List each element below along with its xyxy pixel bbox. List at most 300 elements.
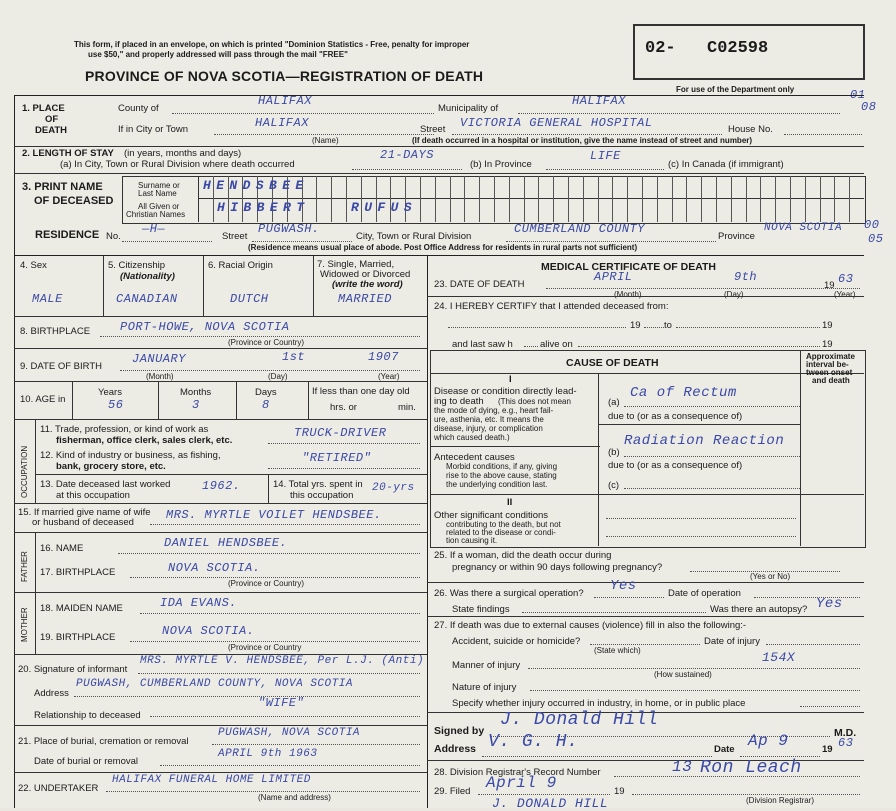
sign-year: 63 [838, 736, 854, 750]
line [740, 756, 820, 757]
yes-no-hint: (Yes or No) [750, 572, 791, 581]
name-grid-divider [849, 176, 850, 222]
line [676, 327, 820, 328]
name-grid-divider [820, 176, 821, 222]
line [506, 241, 716, 242]
county-label: County of [118, 103, 159, 114]
rule [268, 474, 269, 503]
medical-certificate-title: MEDICAL CERTIFICATE OF DEATH [541, 261, 716, 273]
name-grid-divider [834, 176, 835, 222]
place-label-2: OF [45, 114, 59, 125]
father-birthplace-value: NOVA SCOTIA. [168, 561, 261, 575]
sustained-hint: (How sustained) [654, 670, 712, 679]
manner-code: 154X [762, 650, 796, 665]
street-hint: (If death occurred in a hospital or institution, give the name instead of street and number) [412, 136, 753, 145]
name-grid-divider [316, 176, 317, 222]
record-number-label: 28. Division Registrar's Record Number [434, 767, 601, 778]
line [546, 169, 664, 170]
line [352, 169, 462, 170]
line [606, 536, 796, 537]
racial-origin-value: DUTCH [230, 292, 269, 306]
informant-address-label: Address [34, 688, 69, 699]
name-grid-divider [509, 176, 510, 222]
name-grid-divider [376, 176, 377, 222]
alive-on-label: alive on [540, 339, 573, 350]
line [118, 553, 420, 554]
informant-address: PUGWASH, CUMBERLAND COUNTY, NOVA SCOTIA [76, 678, 353, 690]
rule [800, 350, 801, 546]
attended-to-year-prefix: 19 [822, 320, 833, 331]
print-name-label: 3. PRINT NAME [22, 181, 103, 193]
father-side-label: FATHER [20, 551, 29, 582]
residence-no-label: No. [106, 231, 121, 242]
residence-label: RESIDENCE [35, 229, 100, 241]
autopsy-label: Was there an autopsy? [710, 604, 808, 615]
line [528, 668, 860, 669]
street-value: VICTORIA GENERAL HOSPITAL [460, 116, 653, 130]
operation-value: Yes [610, 578, 637, 594]
spouse-label: 15. If married give name of wife [18, 507, 151, 518]
burial-place-label: 21. Place of burial, cremation or removal [18, 736, 189, 747]
name-grid-divider [598, 176, 599, 222]
residence-hint: (Residence means usual place of abode. Post Office Address for residents in rural parts not sufficient) [248, 243, 638, 252]
rule [14, 772, 427, 773]
last-saw-label: and last saw h [452, 339, 513, 350]
line [130, 577, 420, 578]
residence-no-value: —H— [142, 222, 166, 236]
place-label-3: DEATH [35, 125, 68, 136]
city-value: HALIFAX [255, 116, 309, 130]
name-grid-divider [686, 176, 687, 222]
name-grid-divider [583, 176, 584, 222]
violence-label: 27. If death was due to external causes (violence) fill in also the following:- [434, 620, 747, 631]
death-month: APRIL [594, 270, 633, 284]
months-label: Months [180, 387, 212, 398]
rule [14, 348, 427, 349]
total-years-label: 14. Total yrs. spent in [273, 479, 363, 490]
registration-number: C02598 [707, 39, 769, 58]
stay-province-label: (b) In Province [470, 159, 532, 170]
line [524, 346, 538, 347]
disease-label-2: ing to death [434, 396, 484, 407]
approx-interval-label-4: and death [812, 376, 850, 385]
date-of-death-label: 23. DATE OF DEATH [434, 279, 525, 290]
approx-interval-label-2: interval be- [806, 360, 849, 369]
surname-value: HENDSBEE [203, 178, 309, 193]
mother-side-label: MOTHER [20, 607, 29, 642]
cause-a-value: Ca of Rectum [630, 385, 737, 401]
line [268, 468, 420, 469]
line [522, 612, 706, 613]
name-grid-divider [464, 176, 465, 222]
cause-a-label: (a) [608, 397, 620, 408]
length-of-stay-hint: (in years, months and days) [124, 148, 242, 159]
industry-label: 12. Kind of industry or business, as fishing, [40, 450, 221, 461]
rule [14, 173, 864, 174]
rule [430, 446, 600, 447]
physician-address-label: Address [434, 743, 477, 755]
other-conditions-label: Other significant conditions [434, 510, 549, 521]
maiden-name-label: 18. MAIDEN NAME [40, 603, 123, 614]
column-divider [427, 255, 428, 808]
department-code-2: 08 [861, 100, 877, 114]
min-label: min. [398, 402, 416, 413]
total-years-label-2: this occupation [290, 490, 354, 501]
rule [103, 256, 104, 316]
name-grid-divider [701, 176, 702, 222]
burial-place-value: PUGWASH, NOVA SCOTIA [218, 727, 361, 739]
page-title: PROVINCE OF NOVA SCOTIA—REGISTRATION OF DEATH [85, 68, 484, 84]
sign-date: Ap 9 [748, 732, 789, 750]
city-line [214, 134, 434, 135]
length-of-stay-label: 2. LENGTH OF STAY [22, 148, 114, 159]
signed-by-label: Signed by [434, 725, 485, 737]
name-grid-divider [538, 176, 539, 222]
physician-name-stamp: J. DONALD HILL [492, 796, 609, 811]
county-line [172, 113, 434, 114]
other-conditions-label-2: contributing to the death, but not [446, 520, 561, 529]
marital-label-3: (write the word) [332, 279, 403, 290]
surname-label-2: Last Name [138, 189, 177, 198]
undertaker-label: 22. UNDERTAKER [18, 783, 99, 794]
month-hint: (Month) [146, 372, 174, 381]
house-label: House No. [728, 124, 773, 135]
line [606, 518, 796, 519]
citizenship-value: CANADIAN [116, 292, 178, 306]
rule [14, 503, 427, 504]
maiden-name-value: IDA EVANS. [160, 596, 238, 610]
rule [427, 582, 864, 583]
line [138, 673, 420, 674]
name-grid-divider [746, 176, 747, 222]
rule [203, 256, 204, 316]
due-to-label-2: due to (or as a consequence of) [608, 460, 743, 471]
line [122, 241, 212, 242]
birthplace-hint: (Province or Country) [228, 338, 305, 347]
line [530, 690, 860, 691]
line [74, 696, 420, 697]
citizenship-label: 5. Citizenship [108, 260, 166, 271]
attended-year-prefix: 19 [630, 320, 641, 331]
other-conditions-label-3: related to the disease or condi- [446, 528, 556, 537]
line [140, 613, 420, 614]
line [120, 370, 420, 371]
line [632, 794, 860, 795]
accident-label: Accident, suicide or homicide? [452, 636, 581, 647]
operation-date-label: Date of operation [668, 588, 741, 599]
year-hint: (Year) [378, 372, 400, 381]
stay-canada-label: (c) In Canada (if immigrant) [668, 159, 784, 170]
name-grid-divider [361, 176, 362, 222]
mailing-note-1: This form, if placed in an envelope, on which is printed "Dominion Statistics - Free, penalty for improper [74, 40, 470, 49]
mother-birthplace-value: NOVA SCOTIA. [162, 624, 255, 638]
rule [198, 198, 864, 199]
name-grid-divider [494, 176, 495, 222]
birthplace-value: PORT-HOWE, NOVA SCOTIA [120, 320, 290, 334]
death-month-hint: (Month) [614, 290, 642, 299]
line [150, 524, 420, 525]
line [624, 488, 800, 489]
line [268, 443, 420, 444]
rule [14, 316, 427, 317]
line [546, 288, 860, 289]
last-worked-label-2: at this occupation [56, 490, 130, 501]
given-names-label: All Given or [138, 202, 180, 211]
rule [598, 373, 599, 546]
line [800, 706, 860, 707]
left-border [14, 95, 15, 808]
name-grid-divider [568, 176, 569, 222]
mother-birthplace-hint: (Province or Country [228, 643, 302, 652]
line [624, 456, 800, 457]
registration-number-box [633, 24, 865, 80]
informant-signature-label: 20. Signature of informant [18, 664, 128, 675]
trade-label: 11. Trade, profession, or kind of work as [40, 424, 209, 435]
department-use-note: For use of the Department only [676, 85, 795, 94]
father-birthplace-hint: (Province or Country) [228, 579, 305, 588]
line [448, 327, 626, 328]
name-grid-divider [331, 176, 332, 222]
name-grid-divider [760, 176, 761, 222]
stay-city-value: 21-DAYS [380, 148, 434, 162]
rule [14, 146, 864, 147]
rule [427, 616, 864, 617]
record-number: 13 [672, 758, 693, 776]
approx-interval-label-3: tween onset [806, 368, 853, 377]
death-day-hint: (Day) [724, 290, 744, 299]
name-grid-divider [775, 176, 776, 222]
antecedent-label-3: rise to the above cause, stating [446, 471, 557, 480]
name-grid-divider [716, 176, 717, 222]
line [252, 241, 352, 242]
residence-province-label: Province [718, 231, 755, 242]
rule [236, 381, 237, 419]
racial-origin-label: 6. Racial Origin [208, 260, 273, 271]
rule [598, 424, 800, 425]
total-years-value: 20-yrs [372, 482, 415, 494]
father-name-label: 16. NAME [40, 543, 84, 554]
department-code-1: 01 [850, 88, 866, 102]
attended-certify-label: 24. I HEREBY CERTIFY that I attended deceased from: [434, 301, 669, 312]
rule [35, 532, 36, 592]
state-which-hint: (State which) [594, 646, 641, 655]
death-year-prefix: 19 [824, 280, 835, 291]
cause-b-value: Radiation Reaction [624, 433, 785, 449]
sign-year-prefix: 19 [822, 744, 833, 755]
informant-signature: MRS. MYRTLE V. HENDSBEE, Per L.J. (Anti) [140, 655, 425, 667]
stay-province-value: LIFE [590, 149, 621, 163]
line [482, 756, 712, 757]
rule [14, 419, 427, 420]
operation-label: 26. Was there a surgical operation? [434, 588, 584, 599]
spouse-label-2: or husband of deceased [32, 517, 134, 528]
attended-to-label: to [664, 320, 672, 331]
undertaker-value: HALIFAX FUNERAL HOME LIMITED [112, 774, 311, 786]
line [130, 641, 420, 642]
name-grid-divider [346, 176, 347, 222]
section-i-label: I [509, 374, 512, 385]
rule [427, 296, 864, 297]
line [150, 716, 420, 717]
last-worked-label: 13. Date deceased last worked [40, 479, 171, 490]
municipality-label: Municipality of [438, 103, 499, 114]
name-grid-divider [731, 176, 732, 222]
residence-province-value: NOVA SCOTIA [764, 222, 843, 234]
cause-c-label: (c) [608, 480, 620, 491]
line [754, 597, 860, 598]
street-line [452, 134, 722, 135]
county-value: HALIFAX [258, 94, 312, 108]
filed-date: April 9 [486, 774, 557, 792]
filed-year-prefix: 19 [614, 786, 625, 797]
disease-label-4: the mode of dying, e.g., heart fail- [434, 406, 554, 415]
less-than-day-label: If less than one day old [312, 386, 410, 397]
industry-value: "RETIRED" [302, 451, 372, 465]
cause-of-death-title: CAUSE OF DEATH [566, 357, 659, 369]
approx-interval-label: Approximate [806, 352, 855, 361]
marital-value: MARRIED [338, 292, 392, 306]
rule [14, 255, 864, 256]
rule [35, 419, 36, 503]
line [766, 644, 860, 645]
trade-value: TRUCK-DRIVER [294, 426, 387, 440]
dob-label: 9. DATE OF BIRTH [20, 361, 102, 372]
rule [35, 592, 36, 654]
antecedent-label-4: the underlying condition last. [446, 480, 548, 489]
birthplace-label: 8. BIRTHPLACE [20, 326, 91, 337]
injury-date-label: Date of injury [704, 636, 760, 647]
physician-address: V. G. H. [488, 732, 579, 752]
specify-label: Specify whether injury occurred in industry, in home, or in public place [452, 698, 746, 709]
disease-label: Disease or condition directly lead- [434, 386, 577, 397]
age-label: 10. AGE in [20, 394, 66, 405]
last-worked-value: 1962. [202, 479, 241, 493]
state-findings-label: State findings [452, 604, 510, 615]
sex-label: 4. Sex [20, 260, 47, 271]
name-grid-divider [627, 176, 628, 222]
line [106, 791, 420, 792]
physician-signature: J. Donald Hill [500, 710, 659, 730]
citizenship-hint: (Nationality) [120, 271, 175, 282]
nature-label: Nature of injury [452, 682, 517, 693]
disease-label-6: disease, injury, or complication [434, 424, 543, 433]
residence-city-label: City, Town or Rural Division [356, 231, 472, 242]
cause-b-label: (b) [608, 447, 620, 458]
name-grid-divider [612, 176, 613, 222]
pregnancy-label: 25. If a woman, did the death occur during [434, 550, 612, 561]
antecedent-label-2: Morbid conditions, if any, giving [446, 462, 558, 471]
name-grid-divider [479, 176, 480, 222]
line [478, 794, 610, 795]
rule [430, 494, 864, 495]
father-name-value: DANIEL HENDSBEE. [164, 536, 288, 550]
residence-street-label: Street [222, 231, 248, 242]
name-grid-divider [390, 176, 391, 222]
given-names-label-2: Christian Names [126, 210, 186, 219]
given-name-1: HIBBERT [217, 200, 310, 215]
burial-date-value: APRIL 9th 1963 [218, 748, 318, 760]
manner-label: Manner of injury [452, 660, 521, 671]
name-grid-divider [553, 176, 554, 222]
disease-label-3: (This does not mean [498, 397, 571, 406]
due-to-label: due to (or as a consequence of) [608, 411, 743, 422]
municipality-value: HALIFAX [572, 94, 626, 108]
rule [14, 532, 427, 533]
name-grid-divider [642, 176, 643, 222]
print-name-label-2: OF DECEASED [34, 195, 114, 207]
death-year: 63 [838, 272, 854, 286]
industry-label-2: bank, grocery store, etc. [56, 461, 166, 472]
rule [198, 176, 199, 222]
name-grid-divider [805, 176, 806, 222]
md-label: M.D. [834, 727, 857, 739]
age-months: 3 [192, 398, 200, 412]
spouse-value: MRS. MYRTLE VOILET HENDSBEE. [166, 508, 382, 522]
name-grid-divider [524, 176, 525, 222]
years-label: Years [98, 387, 122, 398]
sign-date-label: Date [714, 744, 735, 755]
other-conditions-label-4: tion causing it. [446, 536, 498, 545]
line [212, 744, 420, 745]
surname-label: Surname or [138, 181, 180, 190]
autopsy-value: Yes [816, 596, 843, 612]
name-grid-divider [790, 176, 791, 222]
antecedent-label: Antecedent causes [434, 452, 515, 463]
line [578, 346, 820, 347]
line [594, 597, 664, 598]
line [160, 765, 420, 766]
occupation-side-label: OCCUPATION [20, 445, 29, 498]
place-label: 1. PLACE [22, 103, 65, 114]
last-saw-year-prefix: 19 [822, 339, 833, 350]
rule [14, 592, 427, 593]
stay-city-label: (a) In City, Town or Rural Division where death occurred [60, 159, 295, 170]
rule [158, 381, 159, 419]
name-grid-divider [405, 176, 406, 222]
mother-birthplace-label: 19. BIRTHPLACE [40, 632, 116, 643]
sex-value: MALE [32, 292, 63, 306]
dob-day: 1st [282, 350, 306, 364]
name-hint: (Name) [312, 136, 339, 145]
mailing-note-2: use $50," and properly addressed will pass through the mail "FREE" [88, 50, 348, 59]
age-years: 56 [108, 398, 124, 412]
trade-label-2: fisherman, office clerk, sales clerk, etc. [56, 435, 233, 446]
name-grid-divider [657, 176, 658, 222]
rule [14, 95, 864, 96]
day-hint: (Day) [268, 372, 288, 381]
days-label: Days [255, 387, 277, 398]
given-name-2: RUFUS [351, 200, 418, 215]
rule [313, 256, 314, 316]
name-grid-divider [672, 176, 673, 222]
line [624, 406, 800, 407]
age-days: 8 [262, 398, 270, 412]
municipality-line [518, 113, 840, 114]
registration-prefix: 02- [645, 39, 676, 58]
marital-label: 7. Single, Married, [317, 259, 395, 270]
line [590, 644, 700, 645]
pregnancy-label-2: pregnancy or within 90 days following pregnancy? [452, 562, 663, 573]
dob-year: 1907 [368, 350, 399, 364]
father-birthplace-label: 17. BIRTHPLACE [40, 567, 116, 578]
city-label: If in City or Town [118, 124, 189, 135]
name-grid-divider [435, 176, 436, 222]
residence-code-1: 00 [864, 218, 880, 232]
burial-date-label: Date of burial or removal [34, 756, 139, 767]
death-year-hint: (Year) [834, 290, 856, 299]
house-line [784, 134, 862, 135]
relationship-label: Relationship to deceased [34, 710, 141, 721]
